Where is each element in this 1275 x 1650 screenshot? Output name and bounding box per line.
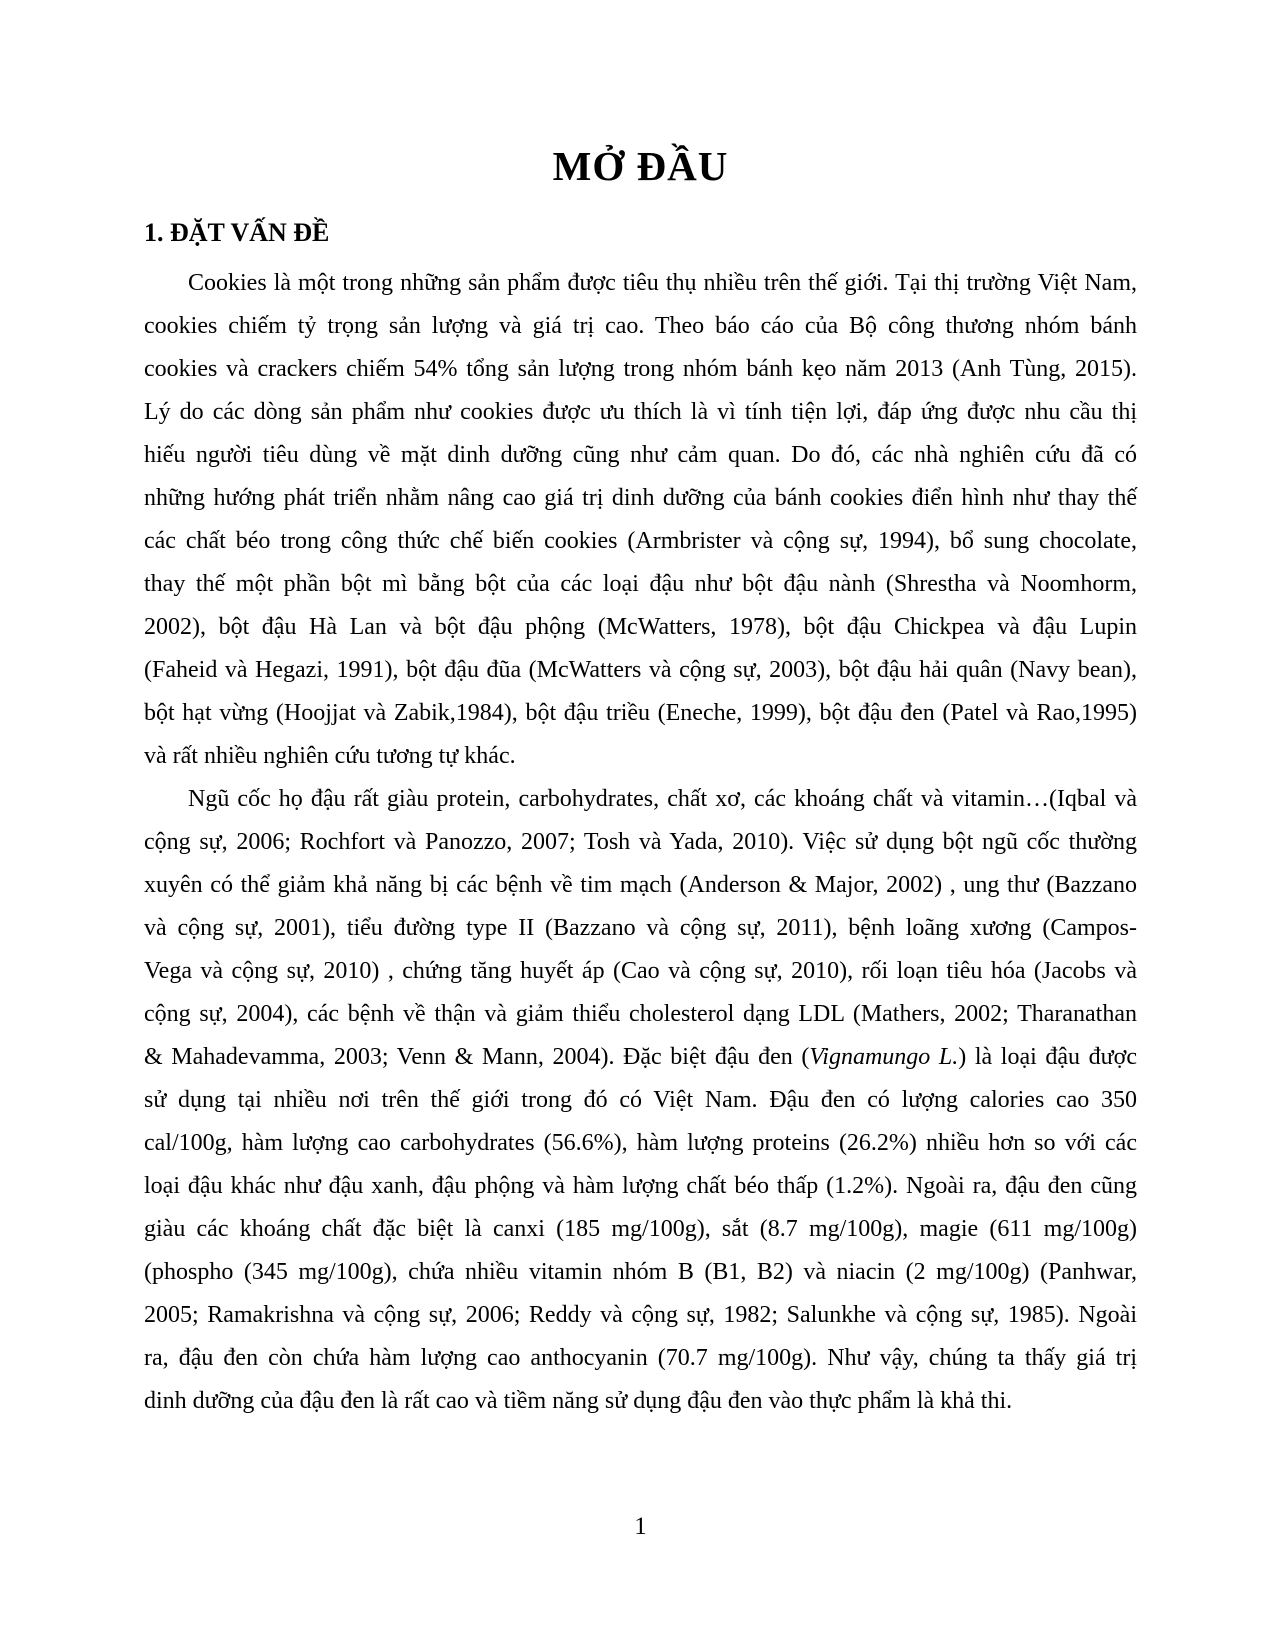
paragraph [144, 262, 1137, 778]
section-heading: 1. ĐẶT VẤN ĐỀ [144, 218, 330, 247]
text-line: Cookies là một trong những sản phẩm được tiêu thụ nhiều trên thế giới. Tại thị trường Việt Nam, [188, 270, 1137, 296]
page-number: 1 [634, 1513, 647, 1540]
text-line: dinh dưỡng của đậu đen là rất cao và tiềm năng sử dụng đậu đen vào thực phẩm là khả thi. [144, 1388, 1013, 1414]
text-line: cookies chiếm tỷ trọng sản lượng và giá trị cao. Theo báo cáo của Bộ công thương nhóm bánh [144, 313, 1137, 339]
text-line: sử dụng tại nhiều nơi trên thế giới trong đó có Việt Nam. Đậu đen có lượng calories cao 350 [144, 1087, 1137, 1113]
text-line: cộng sự, 2004), các bệnh về thận và giảm thiểu cholesterol dạng LDL (Mathers, 2002; Tharanathan [144, 1001, 1137, 1027]
text-line: thay thế một phần bột mì bằng bột của các loại đậu như bột đậu nành (Shrestha và Noomhorm, [144, 571, 1137, 597]
text-line: và rất nhiều nghiên cứu tương tự khác. [144, 743, 516, 769]
text-line: cal/100g, hàm lượng cao carbohydrates (56.6%), hàm lượng proteins (26.2%) nhiều hơn so với các [144, 1130, 1137, 1156]
text-line: Vega và cộng sự, 2010) , chứng tăng huyết áp (Cao và cộng sự, 2010), rối loạn tiêu hóa (Jacobs và [144, 958, 1137, 984]
text-line: ra, đậu đen còn chứa hàm lượng cao anthocyanin (70.7 mg/100g). Như vậy, chúng ta thấy giá trị [144, 1345, 1137, 1371]
body-text [144, 262, 1137, 1423]
text-segment: ) là loại đậu được [958, 1044, 1137, 1070]
text-line: 2002), bột đậu Hà Lan và bột đậu phộng (McWatters, 1978), bột đậu Chickpea và đậu Lupin [144, 614, 1137, 640]
text-line: cộng sự, 2006; Rochfort và Panozzo, 2007; Tosh và Yada, 2010). Việc sử dụng bột ngũ cốc thường [144, 829, 1137, 855]
text-line: Ngũ cốc họ đậu rất giàu protein, carbohydrates, chất xơ, các khoáng chất và vitamin…(Iqbal và [188, 786, 1137, 812]
text-line: (Faheid và Hegazi, 1991), bột đậu đũa (McWatters và cộng sự, 2003), bột đậu hải quân (Navy bean), [144, 657, 1137, 683]
paragraph [144, 778, 1137, 1423]
text-line: các chất béo trong công thức chế biến cookies (Armbrister và cộng sự, 1994), bổ sung chocolate, [144, 528, 1137, 554]
text-line: Lý do các dòng sản phẩm như cookies được ưu thích là vì tính tiện lợi, đáp ứng được nhu cầu thị [144, 399, 1137, 425]
text-line: 2005; Ramakrishna và cộng sự, 2006; Reddy và cộng sự, 1982; Salunkhe và cộng sự, 1985). Ngoài [144, 1302, 1137, 1328]
text-line: bột hạt vừng (Hoojjat và Zabik,1984), bột đậu triều (Eneche, 1999), bột đậu đen (Patel và Rao,1995) [144, 700, 1137, 726]
text-line: loại đậu khác như đậu xanh, đậu phộng và hàm lượng chất béo thấp (1.2%). Ngoài ra, đậu đen cũng [144, 1173, 1137, 1199]
text-line: (phospho (345 mg/100g), chứa nhiều vitamin nhóm B (B1, B2) và niacin (2 mg/100g) (Panhwar, [144, 1259, 1137, 1285]
text-line: cookies và crackers chiếm 54% tổng sản lượng trong nhóm bánh kẹo năm 2013 (Anh Tùng, 2015). [144, 356, 1137, 382]
text-line: giàu các khoáng chất đặc biệt là canxi (185 mg/100g), sắt (8.7 mg/100g), magie (611 mg/100g) [144, 1216, 1137, 1242]
page-title: MỞ ĐẦU [552, 143, 729, 189]
text-line: những hướng phát triển nhằm nâng cao giá trị dinh dưỡng của bánh cookies điển hình như thay thế [144, 485, 1137, 511]
species-name-italic: Vignamungo L. [809, 1044, 959, 1070]
text-line: hiếu người tiêu dùng về mặt dinh dưỡng cũng như cảm quan. Do đó, các nhà nghiên cứu đã có [144, 442, 1137, 468]
text-line: xuyên có thể giảm khả năng bị các bệnh về tim mạch (Anderson & Major, 2002) , ung thư (Bazzano [144, 872, 1137, 898]
text-line [144, 1036, 1137, 1079]
page-content [144, 140, 1137, 1423]
text-line: và cộng sự, 2001), tiểu đường type II (Bazzano và cộng sự, 2011), bệnh loãng xương (Campos- [144, 915, 1137, 941]
text-segment: & Mahadevamma, 2003; Venn & Mann, 2004). Đặc biệt đậu đen ( [144, 1044, 810, 1070]
